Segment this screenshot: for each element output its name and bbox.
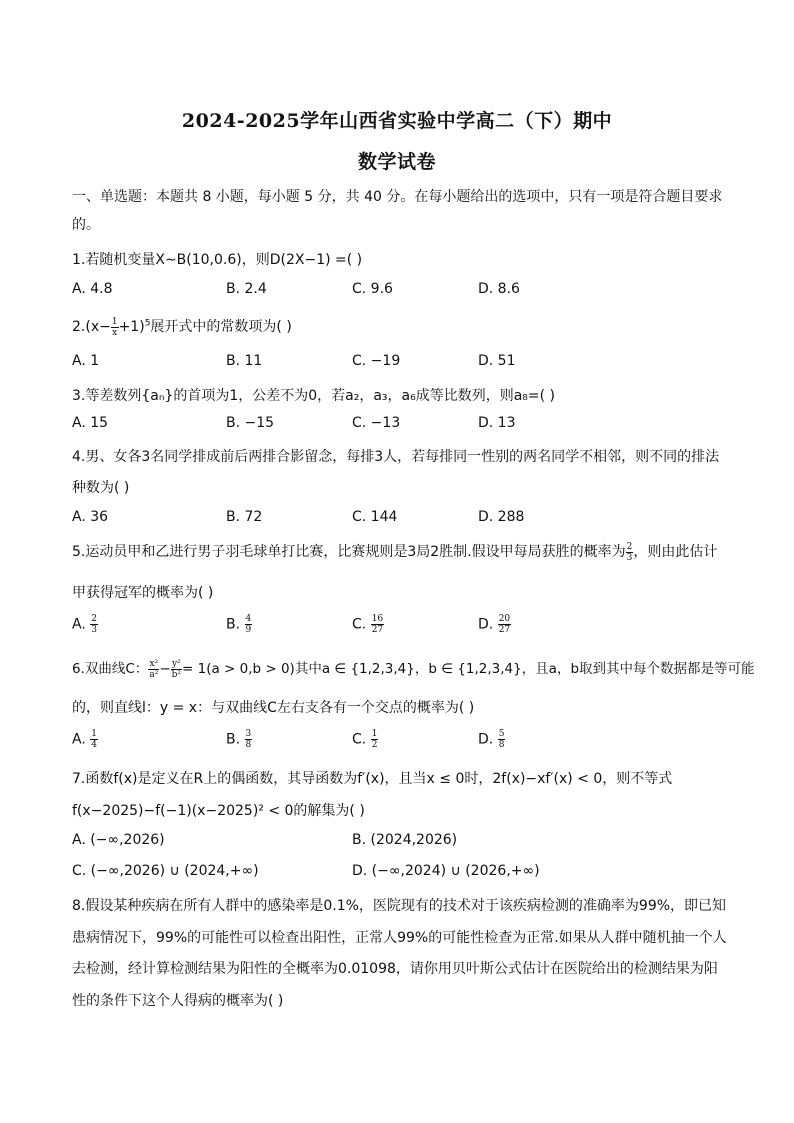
- option-c: C. −19: [352, 353, 401, 369]
- exam-title: 2024-2025学年山西省实验中学高二（下）期中: [181, 110, 613, 132]
- question-3: 3.等差数列{aₙ}的首项为1，公差不为0，若a₂，a₃，a₆成等比数列，则a₈=( ): [72, 388, 556, 404]
- question-4-options: [72, 509, 732, 529]
- exam-subtitle: 数学试卷: [357, 151, 436, 173]
- question-3-options: [72, 415, 732, 435]
- option-b: B. 2.4: [226, 281, 267, 297]
- option-d: D. 13: [478, 415, 516, 431]
- question-7-options-row1: [72, 832, 732, 852]
- option-a: A. $\frac{2}{3}$: [72, 614, 97, 635]
- option-c: C. 144: [352, 509, 398, 525]
- option-b: B. 72: [226, 509, 263, 525]
- question-6-options: [72, 729, 732, 749]
- option-c: C. (−∞,2026) ∪ (2024,+∞): [72, 863, 259, 879]
- option-a: A. 15: [72, 415, 109, 431]
- question-4-line2: 种数为( ): [72, 480, 130, 496]
- question-2: 2.(x− $\frac{1}{x}$ +1)$^5$展开式中的常数项为( ): [72, 316, 292, 338]
- question-7-options-row2: [72, 863, 732, 883]
- option-b: B. $\frac{3}{8}$: [226, 729, 252, 750]
- option-d: D. 288: [478, 509, 525, 525]
- question-8-line4: 性的条件下这个人得病的概率为( ): [72, 993, 284, 1009]
- option-b: B. (2024,2026): [352, 832, 458, 848]
- option-d: D. 8.6: [478, 281, 520, 297]
- option-c: C. 9.6: [352, 281, 393, 297]
- question-7-line2: f(x−2025)−f(−1)(x−2025)² < 0的解集为( ): [72, 803, 365, 819]
- question-5-options: [72, 614, 732, 634]
- question-6-line1: 6.双曲线C： $\frac{\text{x²}}{\text{a²}}$ − $\frac{\text{y²}}{\text{b²}}$ = 1(a > 0,b > 0)其中a ∈ {1,2,3,4}，b ∈ {1,2,3,4}，且a，b取到其中每个数据都是等可能: [72, 658, 755, 680]
- option-b: B. 11: [226, 353, 263, 369]
- question-3-stem: 等差数列{aₙ}的首项为1，公差不为0，若a₂，a₃，a₆成等比数列，则a₈=( ): [85, 388, 556, 404]
- question-2-options: [72, 353, 732, 373]
- option-d: D. 51: [478, 353, 516, 369]
- fraction: $\frac{1}{x}$: [111, 316, 118, 338]
- option-d: D. $\frac{20}{27}$: [478, 614, 511, 635]
- question-1: 1.若随机变量X∼B(10,0.6)，则D(2X−1) =( ): [72, 252, 363, 268]
- question-1-options: [72, 281, 732, 301]
- option-a: A. 1: [72, 353, 100, 369]
- section-intro-line1: 一、单选题：本题共 8 小题，每小题 5 分，共 40 分。在每小题给出的选项中，只有一项是符合题目要求: [72, 189, 723, 205]
- question-5-line1: 5.运动员甲和乙进行男子羽毛球单打比赛，比赛规则是3局2胜制.假设甲每局获胜的概率为 $\frac{2}{3}$ ，则由此估计: [72, 541, 718, 563]
- question-1-stem: 若随机变量X∼B(10,0.6)，则D(2X−1) =( ): [85, 252, 363, 268]
- question-4-line1: 4.男、女各3名同学排成前后两排合影留念，每排3人，若每排同一性别的两名同学不相邻，则不同的排法: [72, 449, 720, 465]
- fraction: $\frac{\text{y²}}{\text{b²}}$: [171, 658, 181, 680]
- question-8-line1: 8.假设某种疾病在所有人群中的感染率是0.1%，医院现有的技术对于该疾病检测的准确率为99%，即已知: [72, 898, 727, 914]
- option-b: B. $\frac{4}{9}$: [226, 614, 252, 635]
- option-a: A. $\frac{1}{4}$: [72, 729, 97, 750]
- fraction: $\frac{2}{3}$: [626, 541, 633, 563]
- option-c: C. −13: [352, 415, 401, 431]
- question-5-line2: 甲获得冠军的概率为( ): [72, 585, 214, 601]
- question-8-line3: 去检测，经计算检测结果为阳性的全概率为0.01098，请你用贝叶斯公式估计在医院给出的检测结果为阳: [72, 961, 718, 977]
- option-c: C. $\frac{1}{2}$: [352, 729, 378, 750]
- section-intro-line2: 的。: [72, 217, 100, 233]
- question-7-line1: 7.函数f(x)是定义在R上的偶函数，其导函数为f′(x)，且当x ≤ 0时，2f(x)−xf′(x) < 0，则不等式: [72, 771, 673, 787]
- option-a: A. (−∞,2026): [72, 832, 165, 848]
- option-a: A. 36: [72, 509, 109, 525]
- option-d: D. $\frac{5}{8}$: [478, 729, 505, 750]
- question-6-line2: 的，则直线l：y = x：与双曲线C左右支各有一个交点的概率为( ): [72, 700, 475, 716]
- option-d: D. (−∞,2024) ∪ (2026,+∞): [352, 863, 540, 879]
- option-b: B. −15: [226, 415, 275, 431]
- question-8-line2: 患病情况下，99%的可能性可以检查出阳性，正常人99%的可能性检查为正常.如果从人群中随机抽一个人: [72, 930, 727, 946]
- option-c: C. $\frac{16}{27}$: [352, 614, 384, 635]
- option-a: A. 4.8: [72, 281, 113, 297]
- fraction: $\frac{\text{x²}}{\text{a²}}$: [149, 658, 159, 680]
